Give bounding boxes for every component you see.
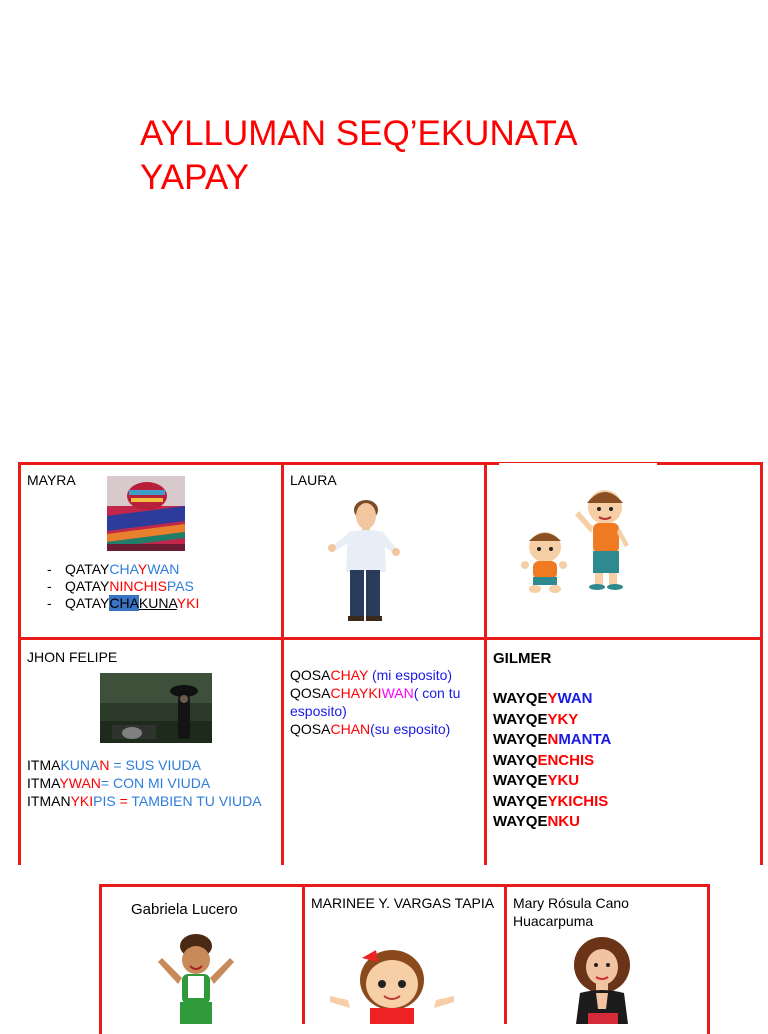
- title-line-2: YAPAY: [140, 158, 249, 197]
- textile-hat-image: [107, 476, 185, 551]
- cell-name: LAURA: [290, 472, 337, 488]
- member-name: Mary Rósula Cano Huacarpuma: [513, 895, 629, 929]
- word-segment: YKI: [70, 793, 94, 809]
- word-segment: Y: [547, 690, 558, 707]
- word-segment: WAN: [147, 561, 180, 577]
- word-segment: QATAY: [65, 561, 110, 577]
- word-segment: =: [115, 793, 132, 809]
- word-line: [27, 774, 277, 792]
- word-segment: WAYQE: [493, 792, 548, 810]
- word-segment: CHAY: [330, 667, 369, 683]
- list-item: [27, 561, 277, 578]
- word-segment: QATAY: [65, 578, 110, 594]
- member-name: Gabriela Lucero: [131, 901, 238, 918]
- table-divider: [504, 884, 507, 1024]
- table-divider: [302, 884, 305, 1024]
- list-item: [27, 578, 277, 595]
- word-segment: YKU: [547, 772, 580, 789]
- cell-name: MAYRA: [27, 472, 76, 488]
- word-segment: WAYQE: [493, 690, 548, 707]
- member-gabriela: [131, 901, 238, 919]
- word-segment: WAYQE: [493, 813, 548, 830]
- word-segment: QATAY: [65, 595, 110, 611]
- word-line: [27, 792, 277, 810]
- word-segment: TAMBIEN TU VIUDA: [131, 793, 262, 809]
- word-segment: WAYQE: [493, 772, 548, 789]
- word-segment: ENCHIS: [537, 751, 595, 769]
- word-segment: WAYQ: [493, 751, 538, 769]
- word-segment: = CON MI VIUDA: [100, 775, 211, 791]
- word-segment: NINCHIS: [109, 578, 167, 594]
- word-segment: N: [547, 731, 559, 748]
- word-segment: WAYQE: [493, 731, 548, 748]
- word-segment: YKICHIS: [547, 792, 609, 810]
- list-item: [27, 595, 277, 612]
- cell-name: JHON FELIPE: [27, 649, 118, 665]
- word-segment: CHA: [109, 595, 139, 611]
- member-name: MARINEE Y. VARGAS TAPIA: [311, 895, 495, 911]
- cell-jhon-felipe: [27, 648, 277, 666]
- cell-laura: [290, 471, 337, 489]
- page-title: [140, 112, 700, 200]
- gilmer-word-list: [493, 689, 753, 833]
- word-line: [493, 751, 753, 772]
- word-segment: QOSA: [290, 685, 331, 701]
- man-cartoon-image: [322, 494, 402, 622]
- title-line-1: AYLLUMAN SEQ’EKUNATA: [140, 114, 578, 153]
- word-segment: ITMA: [27, 775, 60, 791]
- table-divider: [281, 462, 284, 865]
- word-segment: (mi esposito): [368, 667, 453, 683]
- word-segment: NKU: [547, 813, 580, 830]
- table-divider: [18, 637, 763, 640]
- word-line: [493, 730, 753, 751]
- word-line: [493, 710, 753, 731]
- word-segment: KUNA: [138, 595, 177, 611]
- word-segment: QOSA: [290, 721, 331, 737]
- girl-cartoon-image: [150, 930, 240, 1024]
- word-segment: QOSA: [290, 667, 331, 683]
- word-segment: WAN: [557, 690, 593, 707]
- word-segment: CHAN: [330, 721, 371, 737]
- widow-photo-image: [100, 673, 212, 743]
- qosa-word-list: [290, 666, 480, 738]
- word-segment: WAN: [68, 775, 101, 791]
- word-segment: CHA: [109, 561, 138, 577]
- word-line: [493, 689, 753, 710]
- word-segment: ( con tu esposito): [290, 685, 461, 719]
- word-segment: ITMA: [27, 757, 61, 773]
- word-segment: WAYQE: [493, 710, 548, 728]
- member-marinee: [311, 894, 499, 912]
- table-divider: [484, 462, 487, 865]
- woman-cartoon-image: [558, 935, 650, 1024]
- word-segment: MANTA: [558, 731, 612, 748]
- word-segment: Y: [59, 775, 69, 791]
- cell-name: GILMER: [493, 650, 552, 667]
- word-line: [27, 756, 277, 774]
- two-boys-cartoon-image: [499, 463, 657, 623]
- word-segment: YKI: [176, 595, 200, 611]
- word-segment: CHAYKI: [330, 685, 382, 701]
- member-mary: [513, 894, 703, 930]
- word-line: [290, 684, 480, 720]
- word-segment: YKY: [547, 710, 579, 728]
- word-segment: ITMAN: [27, 793, 71, 809]
- word-segment: PIS: [93, 793, 116, 809]
- word-segment: WAN: [381, 685, 414, 701]
- word-line: [290, 720, 480, 738]
- word-line: [493, 771, 753, 792]
- mayra-word-list: [27, 561, 277, 612]
- word-segment: KUNA: [60, 757, 100, 773]
- jhon-word-list: [27, 756, 277, 810]
- word-segment: = SUS VIUDA: [109, 757, 201, 773]
- cell-gilmer: [493, 649, 753, 670]
- word-line: [493, 812, 753, 833]
- word-line: [290, 666, 480, 684]
- word-segment: Y: [137, 561, 148, 577]
- word-segment: (su esposito): [370, 721, 451, 737]
- word-line: [493, 792, 753, 813]
- word-segment: N: [99, 757, 110, 773]
- word-segment: PAS: [166, 578, 194, 594]
- red-dress-girl-cartoon-image: [328, 940, 456, 1024]
